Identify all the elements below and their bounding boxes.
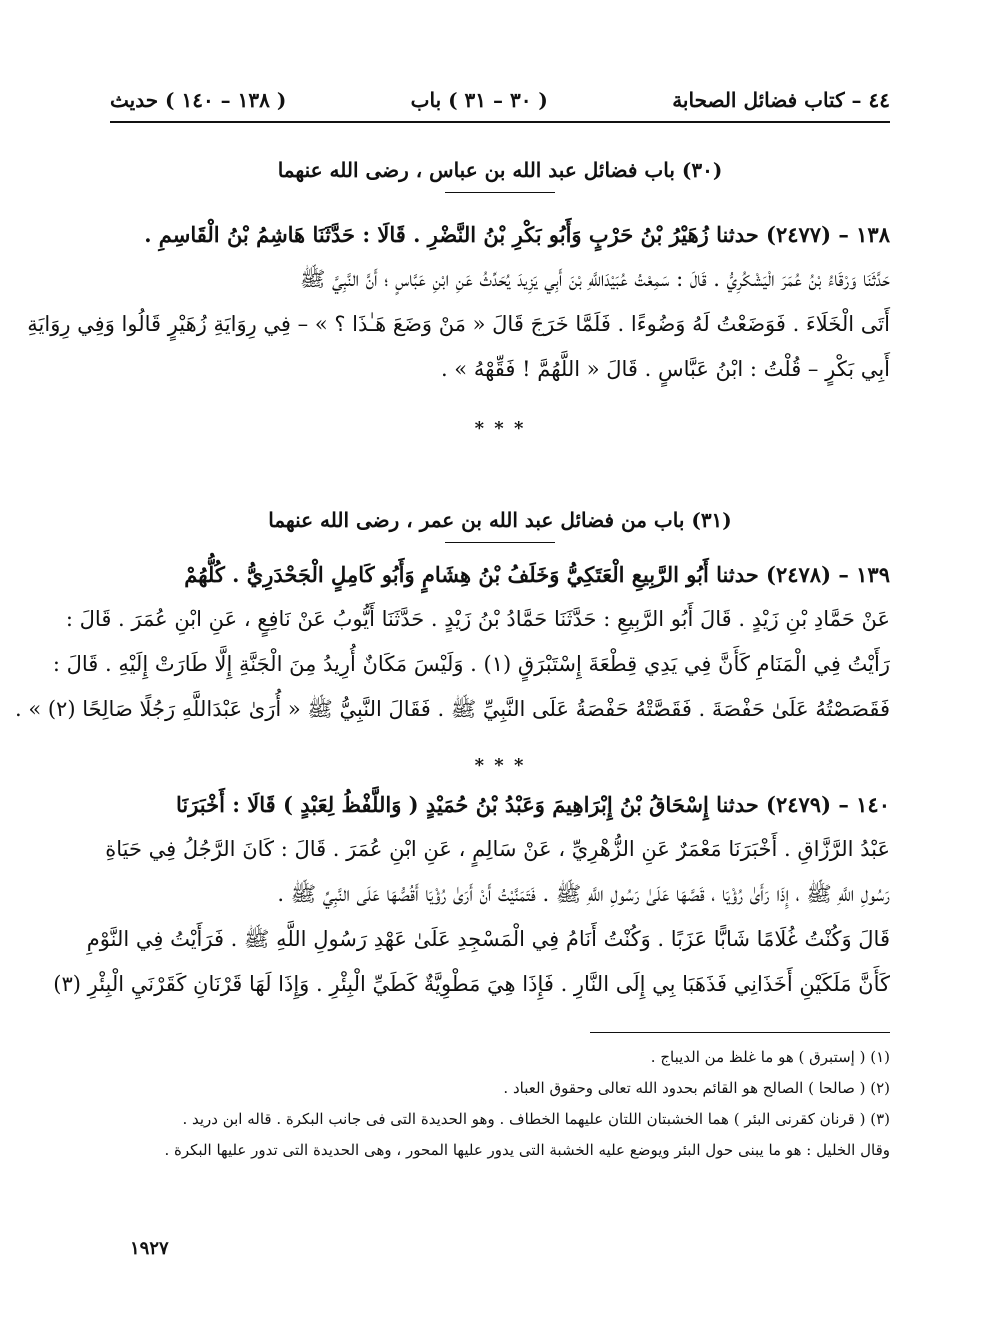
hadith-139: [14, 552, 890, 732]
hadith-138-line-2: حَدَّثَنَا وَرْقَاءُ بْنُ عُمَرَ الْيَشْكُرِيُّ . قَالَ : سَمِعْتُ عُبَيْدَاللَّهِ بْنَ أَبِي يَزِيدَ يُحَدِّثُ عَنِ ابْنِ عَبَّاسٍ ؛ أَنَّ النَّبِيَّ ﷺ: [299, 267, 890, 291]
hadith-140-line-1: ١٤٠ – (٢٤٧٩) حدثنا إِسْحَاقُ بْنُ إِبْرَاهِيمَ وَعَبْدُ بْنُ حُمَيْدٍ ( وَاللَّفْظُ لِعَبْدٍ ) قَالَا : أَخْبَرَنَا: [175, 792, 890, 817]
hadith-140-line-2: عَبْدُ الرَّزَّاقِ . أَخْبَرَنَا مَعْمَرٌ عَنِ الزُّهْرِيِّ ، عَنْ سَالِمٍ ، عَنِ ابْنِ عُمَرَ . قَالَ : كَانَ الرَّجُلُ فِي حَيَاةِ: [105, 837, 890, 861]
footnote-3: (٣) ( قرنان كقرنى البئر ) هما الخشبتان اللتان عليهما الخطاف . وهو الحديدة التى فى جانب البكرة . قاله ابن دريد .: [182, 1110, 890, 1128]
hadith-separator-stars: * * *: [474, 755, 526, 776]
heading-rule-31: [445, 542, 555, 543]
footnote-2: (٢) ( صالحا ) الصالح هو القائم بحدود الله تعالى وحقوق العباد .: [503, 1079, 890, 1097]
hadith-139-line-2: عَنْ حَمَّادِ بْنِ زَيْدٍ . قَالَ أَبُو الرَّبِيعِ : حَدَّثَنَا حَمَّادُ بْنُ زَيْدٍ . حَدَّثَنَا أَيُّوبُ عَنْ نَافِعٍ ، عَنِ ابْنِ عُمَرَ . قَالَ :: [65, 607, 890, 631]
hadith-140: [53, 782, 890, 1007]
header-hadith-range: ( ١٣٨ – ١٤٠ ) حديث: [110, 88, 287, 112]
page-number: ١٩٢٧: [130, 1238, 169, 1259]
header-bab-range: ( ٣٠ – ٣١ ) باب: [410, 88, 548, 112]
running-header: [110, 80, 890, 120]
hadith-139-line-1: ١٣٩ – (٢٤٧٨) حدثنا أَبُو الرَّبِيعِ الْعَتَكِيُّ وَخَلَفُ بْنُ هِشَامٍ وَأَبُو كَامِلٍ الْجَحْدَرِيُّ . كُلُّهُمْ: [184, 562, 890, 587]
header-rule: [110, 121, 890, 123]
footnotes: [110, 1042, 890, 1166]
chapter-heading-31: (٣١) باب من فضائل عبد الله بن عمر ، رضى الله عنهما: [268, 508, 732, 532]
header-book-title: ٤٤ – كتاب فضائل الصحابة: [672, 88, 890, 112]
footnote-3-continued: وقال الخليل : هو ما يبنى حول البئر ويوضع عليه الخشبة التى يدور عليها المحور ، وهى الحديدة التى تدور عليها البكرة .: [164, 1141, 890, 1159]
hadith-140-line-4: قَالَ وَكُنْتُ غُلَامًا شَابًّا عَزَبًا . وَكُنْتُ أَنَامُ فِي الْمَسْجِدِ عَلَىٰ عَهْدِ رَسُولِ اللَّهِ ﷺ . فَرَأَيْتُ فِي النَّوْمِ: [86, 927, 890, 951]
footnote-rule: [590, 1032, 890, 1033]
hadith-140-line-3: رَسُولِ اللَّهِ ﷺ ، إِذَا رَأَىٰ رُؤْيَا ، قَصَّهَا عَلَىٰ رَسُولِ اللَّهِ ﷺ . فَتَمَنَّيْتُ أَنْ أَرَىٰ رُؤْيَا أَقُصُّهَا عَلَى النَّبِيِّ ﷺ .: [277, 882, 890, 906]
section-separator-stars: * * *: [474, 418, 526, 439]
footnote-1: (١) ( إستبرق ) هو ما غلظ من الديباج .: [650, 1048, 890, 1066]
hadith-140-line-5: كَأَنَّ مَلَكَيْنِ أَخَذَانِي فَذَهَبَا بِي إِلَى النَّارِ . فَإِذَا هِيَ مَطْوِيَّةٌ كَطَيِّ الْبِئْرِ . وَإِذَا لَهَا قَرْنَانِ كَقَرْنَيِ الْبِئْرِ (٣): [53, 972, 890, 996]
hadith-138-line-4: أَبِي بَكْرٍ – قُلْتُ : ابْنُ عَبَّاسٍ . قَالَ « اللَّهُمَّ ! فَقِّهْهُ » .: [440, 357, 890, 381]
hadith-139-line-4: فَقَصَصْتُهُ عَلَىٰ حَفْصَةَ . فَقَصَّتْهُ حَفْصَةُ عَلَى النَّبِيِّ ﷺ . فَقَالَ النَّبِيُّ ﷺ « أُرَىٰ عَبْدَاللَّهِ رَجُلًا صَالِحًا (٢) » .: [14, 697, 890, 721]
chapter-heading-30: (٣٠) باب فضائل عبد الله بن عباس ، رضى الله عنهما: [277, 158, 723, 182]
hadith-138-line-1: ١٣٨ – (٢٤٧٧) حدثنا زُهَيْرُ بْنُ حَرْبٍ وَأَبُو بَكْرِ بْنُ النَّضْرِ . قَالَا : حَدَّثَنَا هَاشِمُ بْنُ الْقَاسِمِ .: [144, 222, 890, 247]
heading-rule-30: [445, 192, 555, 193]
hadith-138-line-3: أَتَى الْخَلَاءَ . فَوَضَعْتُ لَهُ وَضُوءًا . فَلَمَّا خَرَجَ قَالَ « مَنْ وَضَعَ هَـٰذَا ؟ » – فِي رِوَايَةِ زُهَيْرٍ قَالُوا وَفِي رِوَايَةِ: [27, 312, 890, 336]
hadith-138: [27, 212, 890, 392]
hadith-139-line-3: رَأَيْتُ فِي الْمَنَامِ كَأَنَّ فِي يَدِي قِطْعَةَ إِسْتَبْرَقٍ (١) . وَلَيْسَ مَكَانٌ أُرِيدُ مِنَ الْجَنَّةِ إِلَّا طَارَتْ إِلَيْهِ . قَالَ :: [52, 652, 890, 676]
